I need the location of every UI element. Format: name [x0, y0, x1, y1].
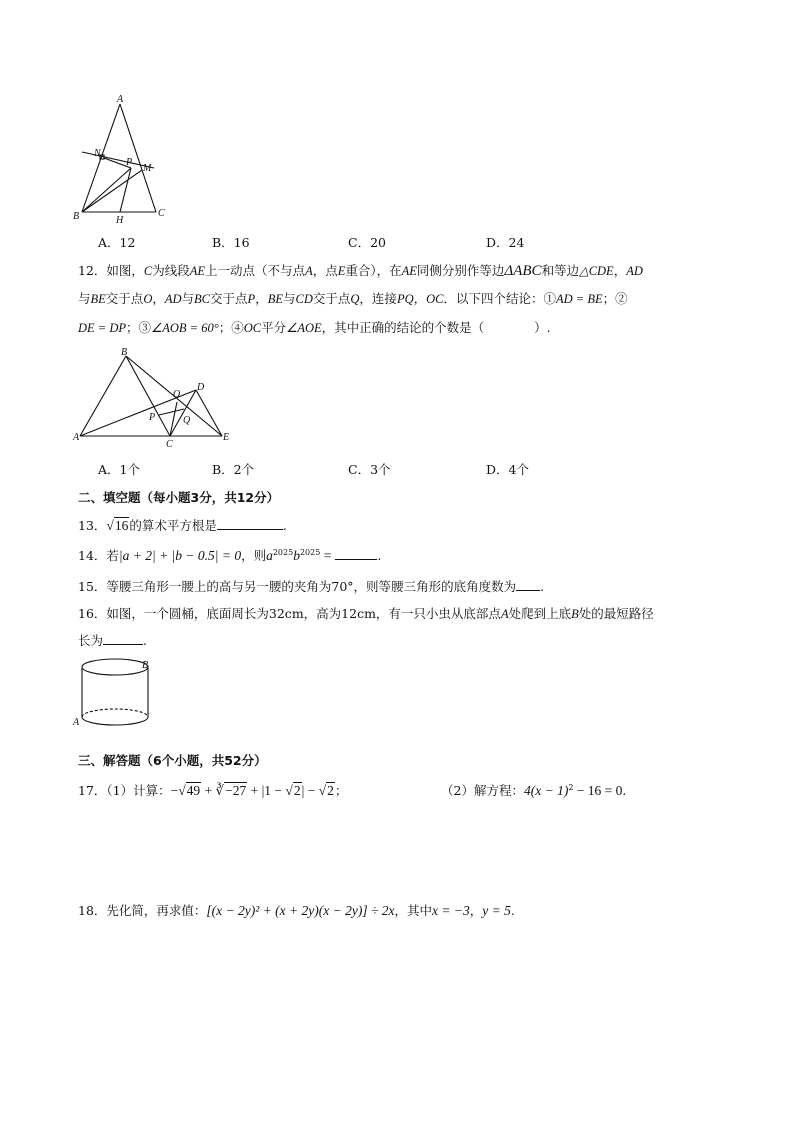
cylinder-top — [82, 659, 148, 675]
q11-option-b: B．16 — [212, 235, 250, 250]
q15: 15．等腰三角形一腰上的高与另一腰的夹角为70°，则等腰三角形的底角度数为 . — [78, 579, 545, 594]
label-a: A — [117, 94, 124, 105]
q16-line-1: 16．如图，一个圆桶，底面周长为32cm，高为12cm，有一只小虫从底部点A处爬到上底B处的最短路径 — [78, 606, 654, 621]
q13: 13．√16的算术平方根是 . — [78, 518, 287, 533]
cylinder-bottom-front — [82, 717, 148, 725]
segment-bm — [82, 170, 142, 212]
label-e: E — [223, 432, 230, 443]
q12-line-3: DE = DP；③∠AOB = 60°；④OC平分∠AOE，其中正确的结论的个数是（ ）. — [78, 320, 551, 335]
q15-answer-blank[interactable] — [516, 578, 540, 591]
q12-option-d: D．4个 — [486, 462, 529, 477]
q16-answer-blank[interactable] — [103, 632, 143, 645]
label-q: Q — [183, 415, 191, 426]
q11-option-d: D．24 — [486, 235, 525, 250]
label-c: C — [158, 208, 165, 219]
label-m: M — [143, 163, 152, 174]
side-ab — [80, 356, 126, 436]
segment-pq — [159, 409, 184, 415]
q11-option-a: A．12 — [98, 235, 136, 250]
q12-option-a: A．1个 — [98, 462, 140, 477]
segment-ph — [120, 168, 131, 212]
q17-part-2: （2）解方程：$4(x - 1)^2 - 16 = 0$. — [441, 782, 627, 798]
label-c: C — [166, 439, 173, 449]
cylinder-bottom-back — [82, 709, 148, 717]
label-d: D — [197, 382, 205, 393]
label-a: A — [73, 717, 80, 728]
q11-figure — [70, 92, 180, 227]
q17-part-1: 17．（1）计算：−√49 + ∛−27 + |1 − √2| − √2； — [78, 783, 348, 798]
q11-option-c: C．20 — [348, 235, 386, 250]
label-o: O — [173, 389, 181, 400]
side-de — [196, 390, 222, 436]
label-n: N — [94, 148, 101, 159]
q12-line-2: 与BE交于点O，AD与BC交于点P，BE与CD交于点Q，连接PQ，OC．以下四个结论：①AD = BE；② — [78, 291, 628, 306]
q18: 18．先化简，再求值：[(x − 2y)² + (x + 2y)(x − 2y)] ÷ 2x，其中x = −3，y = 5. — [78, 903, 515, 918]
q14: 14．若|a + 2| + |b − 0.5| = 0，则$a^{2025}b^{2025}$ = . — [78, 547, 382, 563]
label-a: A — [73, 432, 80, 443]
label-h: H — [116, 215, 124, 226]
q12-option-b: B．2个 — [212, 462, 255, 477]
q12-line-1: 12．如图，C为线段AE上一动点（不与点A，点E重合），在AE同侧分别作等边ΔABC和等边△CDE，AD — [78, 263, 643, 279]
label-p: P — [126, 157, 133, 168]
q13-answer-blank[interactable] — [217, 517, 283, 530]
label-b: B — [121, 347, 128, 358]
side-bc — [126, 356, 170, 436]
q14-answer-blank[interactable] — [335, 547, 377, 560]
label-b: B — [142, 660, 149, 671]
q16-cylinder-figure — [70, 655, 160, 735]
label-p: P — [149, 412, 156, 423]
q16-line-2: 长为 . — [78, 633, 147, 648]
q12-figure — [70, 344, 240, 449]
section-3-heading: 三、解答题（6个小题，共52分） — [78, 753, 267, 768]
label-b: B — [73, 211, 80, 222]
side-ab — [82, 104, 120, 212]
q17-expression: −√49 + ∛−27 + |1 − √2| − √2 — [170, 783, 334, 798]
section-2-heading: 二、填空题（每小题3分，共12分） — [78, 490, 280, 505]
q12-option-c: C．3个 — [348, 462, 391, 477]
